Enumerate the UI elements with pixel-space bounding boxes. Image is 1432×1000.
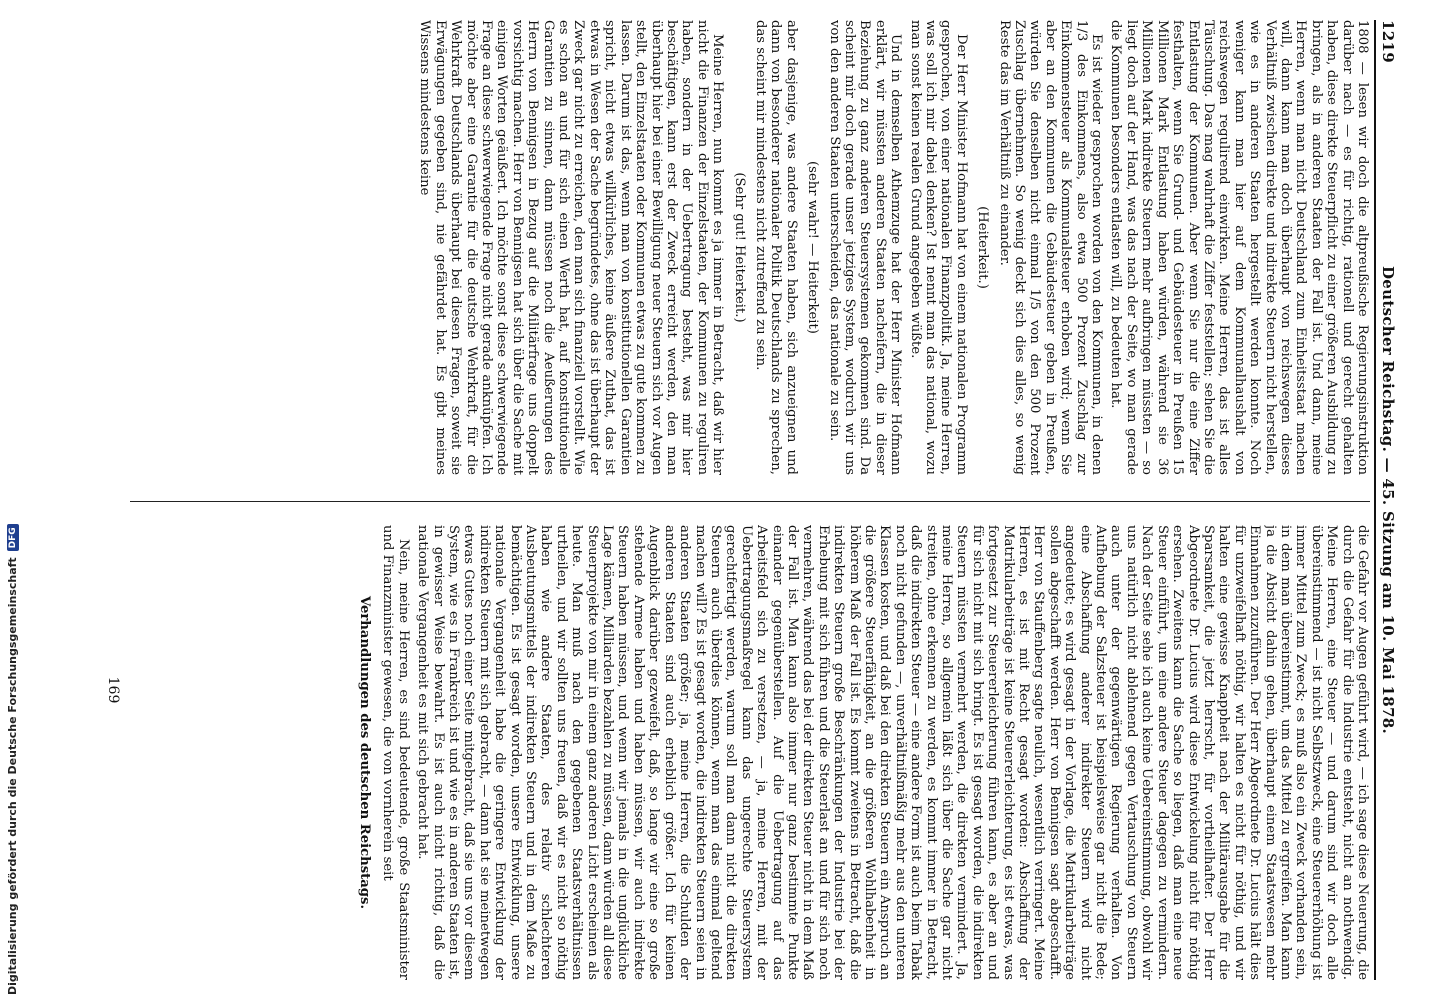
document-sheet <box>90 20 1410 980</box>
paragraph: Meine Herren, nun kommt es ja immer in Betracht, daß wir hier nicht die Finanzen der Einzelstaaten, der Kommunen zu reguliren haben, sondern in der Uebertragung besteht, was mir hier beschäftigen, kann erst der Zweck erreicht werden, den man überhaupt hier bei einer Bewilligung neuer Steuern sich vor Augen stellt, den Einzelstaaten oder Kommunen etwas zu gute kommen zu lassen. Darum ist das, wenn man von konstitutionellen Garantien spricht, nicht etwas willkürliches, keine äußere Zuthat, das ist etwas in Wesen der Sache begründetes, ohne das ist überhaupt der Zweck gar nicht zu erreichen, den man sich finanziell vorstellt. Wie es schon an und für sich einen Werth hat, auf konstitutionelle Garantien zu sinnen, dann müssen noch die Aeußerungen des Herrn von Bennigsen in Bezug auf die Militärfrage uns doppelt vorsichtig machen. Herr von Bennigsen hat sich über die Sache mit einigen Worten geäußert. Ich möchte sonst diese schwerwiegende Frage an diese schwerwiegende Frage nicht gerade anknüpfen. Ich möchte aber eine Garantie für die deutsche Wehrkraft, für die Wehrkraft Deutschlands überhaupt bei diesen Fragen, soweit sie Erwägungen gegeben sind, nie gefährdet hat. Es gibt meines Wissens mindestens keine <box>417 20 726 475</box>
rotated-page-area <box>30 20 1398 980</box>
folio-number: 169 <box>105 676 121 704</box>
digitisation-credit <box>0 527 30 1000</box>
column-divider <box>130 501 1370 502</box>
dfg-logo: DFG <box>7 524 19 551</box>
credit-text: Digitalisierung gefördert durch die Deutsche Forschungsgemeinschaft <box>6 557 19 995</box>
paragraph: die Gefahr vor Augen geführt wird, — ich sage diese Neuerung, die durch die Gefahr für die Industrie entsteht, nicht an nothwendig. Meine Herren, eine Steuer — und darum sind wir doch alle übereinstimmend — ist nicht Selbstzweck, eine Steuererhöhung ist immer Mittel zum Zweck; es muß also ein Zweck vorhanden sein, in dem man übereinstimmt, um das Mittel zu ergreifen. Man kann ja die Absicht dahin gehen, überhaupt einem Staatswesen mehr Einnahmen zuzuführen. Der Herr Abgeordnete Dr. Lucius hält dies für unzweifelhaft nöthig, wir halten es nicht für nöthig, und wir halten eine gewisse Knappheit nach der Militärausgabe für die Sparsamkeit, die jetzt herrscht, für vortheilhafter. Der Herr Abgeordnete Dr. Lucius wird diese Entwickelung nicht für nöthig ersehen. Zweitens kann die Sache so liegen, daß man eine neue Steuer einführt, um eine andere Steuer dagegen zu vermindern. Nach der Seite sehe ich auch keine Uebereinstimmung, obwohl wir uns natürlich nicht ablehnend gegen Vertauschung von Steuern auch unter der gegenwärtigen Regierung verhalten. Von Aufhebung der Salzsteuer ist beispielsweise gar nicht die Rede; eine Abschaffung anderer indirekter Steuern wird nicht angedeutet; es wird gesagt in der Vorlage, die Matrikularbeiträge sollen abgeschafft werden. Herr von Bennigsen sagt abgeschafft. Herr von Stauffenberg sagte neulich, wesentlich verringert. Meine Herren, es ist mit Recht gesagt worden: Abschaffung der Matrikularbeiträge ist keine Steuererleichterung, es ist etwas, was fortgesetzt zur Steuererleichterung führen kann, es aber an und für sich nicht mit sich bringt. Es ist gesagt worden, die indirekten Steuern müssten vermehrt werden, die direkten vermindert. Ja, meine Herren, so allgemein läßt sich über die Sache gar nicht streiten, ohne erkennen zu werden, es kommt immer in Betracht, daß die indirekten Steuer — eine andere Form ist auch beim Tabak noch nicht gefunden —, unverhältnißmäßig mehr aus den unteren Klassen kosten, und daß bei den direkten Steuern ein Anspruch an die größere Steuerfähigkeit, an die größeren Wohlhabenheit in höherem Maß der Fall ist. Es kommt zweitens in Betracht, daß die indirekten Steuern große Beschränkungen der Industrie bei der Erhebung mit sich führen und die Steuerlast an und für sich noch vermehren, während das bei der direkten Steuer nicht in dem Maß der Fall ist. Man kann also immer nur ganz bestimmte Punkte einander gegenüberstellen. Auf die Uebertragung auf das Arbeitsfeld sich zu versetzen, — ja, meine Herren, mit der Uebertragungsmaßregel kann das ungerechte Steuersystem gerechtfertigt werden, warum soll man dann nicht die direkten Steuern auch überdies können, wenn man das einmal geltend machen will? Es ist gesagt worden, die indirekten Steuern seien in anderen Staaten größer; ja, meine Herren, die Schulden der anderen Staaten sind auch erheblich größer. Ich für keinen Augenblick darüber gezweifelt, daß, so lange wir eine so große stehende Armee haben und haben müssen, wir auch indirekte Steuern haben müssen, und wenn wir jemals in die unglückliche Lage kämen, Milliarden bezahlen zu müssen, dann würden all diese Steuerprojekte von mir in einem ganz anderen Licht erscheinen als heute. Man muß nach den gegebenen Staatsverhältnissen urtheilen, und wir sollten uns freuen, daß wir es nicht so nöthig haben wie andere Staaten, des relativ schlechteren Ausbeutungsmittels der indirekten Steuern und in dem Maße zu bemächtigen. Es ist gesagt worden, unsere Entwicklung, unsere nationale Vergangenheit habe die geringere Entwicklung der indirekten Steuern mit sich gebracht, — dann hat sie meinetwegen etwas Gutes noch einer Seite mitgebracht, daß sie uns vor diesem System, wie es in Frankreich ist und wie es in anderen Staaten ist, in gewisser Weise bewahrt. Es ist auch nicht richtig, daß die nationale Vergangenheit es mit sich gebracht hat. <box>415 525 1370 980</box>
running-header <box>1374 20 1410 980</box>
left-column <box>110 20 1370 475</box>
paragraph: aber dasjenige, was andere Staaten haben, sich anzueignen und dann von besonderer nationaler Politik Deutschlands zu sprechen, das scheint mir mindestens nicht zutreffend zu sein. <box>752 20 799 475</box>
header-title: Deutscher Reichstag. — 45. Sitzung am 10. Mai 1878. <box>1379 266 1398 734</box>
interjection: (sehr wahr! — Heiterkeit) <box>805 161 821 334</box>
paragraph: Es ist wieder gesprochen worden von den Kommunen, in denen 1/3 des Einkommens, also etwa 500 Prozent Zuschlag zur Einkommensteuer als Kommunalsteuer erhoben wird; wenn Sie aber an den Kommunen die Gebäudesteuer geben in Preußen, würden Sie denselben nicht einmal 1/5 von den 500 Prozent Zuschlag übernehmen. So wenig deckt sich dies alles, so wenig Reste das im Verhältniß zu einander. <box>996 20 1105 475</box>
paragraph: Der Herr Minister Hofmann hat von einem nationalen Programm gesprochen, von einer nationalen Finanzpolitik. Ja, meine Herren, was soll ich mir dabei denken? Ist nennt man das national, wozu man sonst keinen realen Grund angegeben wüßte. <box>907 20 969 475</box>
paragraph: 1808 — lesen wir doch die altpreußische Regierungsinstruktion darüber nach — es für richtig, rationell und gerecht gehalten haben, diese direkte Steuerpflicht zu einer größeren Ausbildung zu bringen, als in anderen Staaten der Fall ist. Und dann, meine Herren, wenn man nicht Deutschland zum Einheitsstaat machen will, dann kann man doch überhaupt von reichswegen dieses Verhältniß zwischen direkte und indirekte Steuern nicht herstellen, wie es in anderen Staaten hergestellt werden konnte. Noch weniger kann man hier auf dem Kommunalhaushalt von reichswegen regulirend einwirken. Meine Herren, das ist alles Täuschung. Das mag wahrhaft die Ziffer feststellen; sehen Sie die Entlastung der Kommunen. Aber wenn Sie nur die eine Ziffer festhalten, wenn Sie Grund- und Gebäudesteuer in Preußen 15 Millionen Mark Entlastung haben würden, während sie 36 Millionen Mark indirekte Steuern mehr aufbringen müssten — so liegt doch auf der Hand, was das nach der Seite, wo man gerade die Kommunen besonders entlasten will, zu bedeuten hat. <box>1108 20 1370 475</box>
footer-title: Verhandlungen des deutschen Reichstags. <box>357 595 372 910</box>
page-number: 1219 <box>1379 20 1398 63</box>
paragraph: Und in demselben Athemzuge hat der Herr Minister Hofmann erklärt, wir müssten anderen Staaten nacheifern, die in dieser Beziehung zu ganz anderen Steuersystemen gekommen sind. Da scheint mir doch gerade unser jetziges System, wodurch wir uns von den anderen Staaten unterscheiden, das nationale zu sein. <box>826 20 904 475</box>
interjection: (Sehr gut! Heiterkeit.) <box>731 172 747 323</box>
paragraph: Nein, meine Herren, es sind bedeutende, große Staatsminister und Finanzminister gewesen, die von vornherein seit <box>380 525 411 980</box>
right-column <box>110 525 1370 980</box>
credit-line <box>6 527 19 995</box>
interjection: (Heiterkeit.) <box>975 206 991 289</box>
